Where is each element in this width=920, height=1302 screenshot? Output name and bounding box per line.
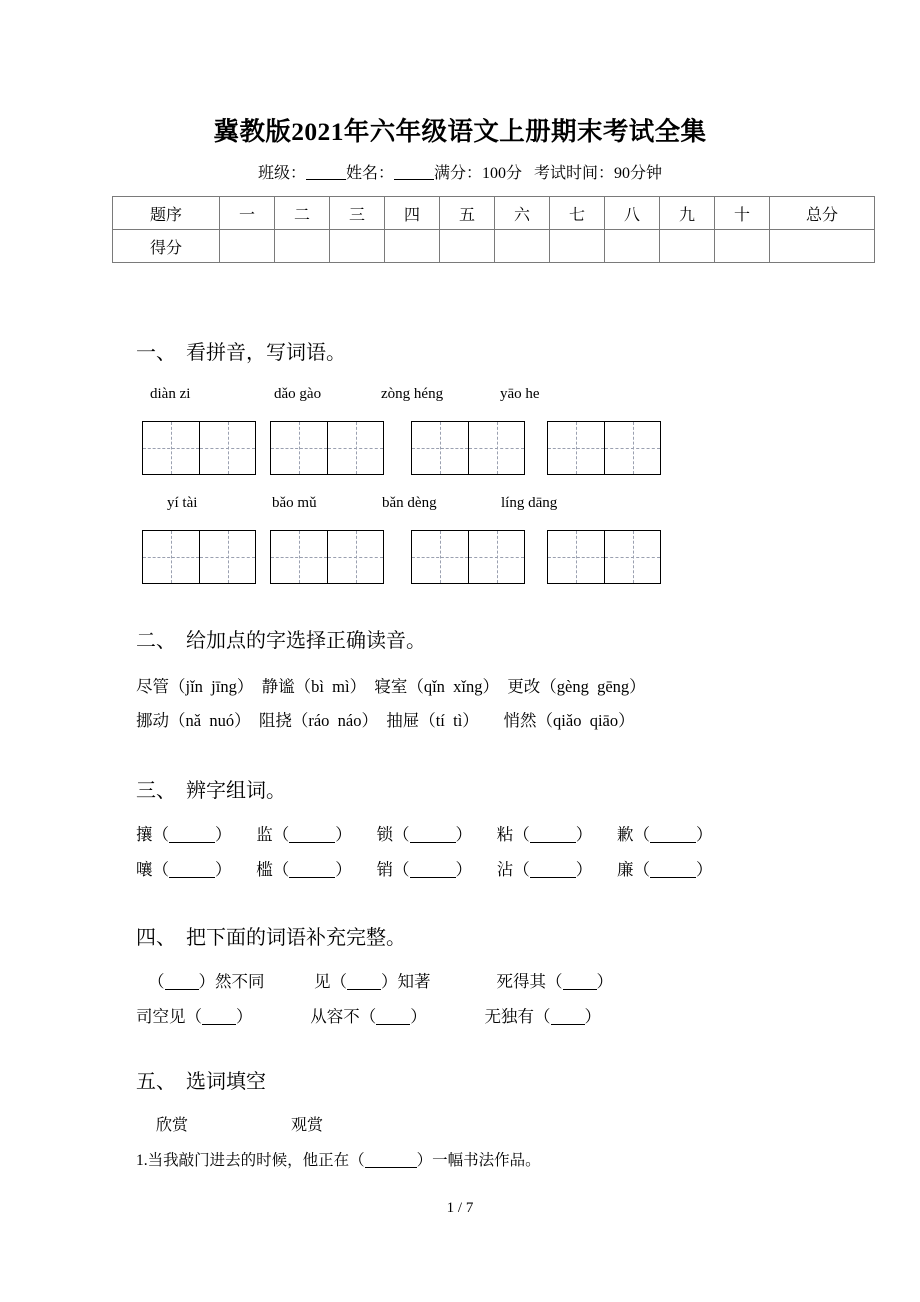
score-cell-9[interactable] <box>660 230 715 263</box>
blank-3-1-1[interactable] <box>169 829 215 843</box>
pinyin-1-4: yāo he <box>500 386 540 402</box>
score-cell-5[interactable] <box>440 230 495 263</box>
tianzige-cell[interactable] <box>271 531 327 583</box>
section2-line-1[interactable]: 尽管（jǐn jīng） 静谧（bì mì） 寝室（qǐn xǐng） 更改（gèng gēng） <box>136 677 646 696</box>
char-3-2-5: 廉 <box>617 860 634 879</box>
blank-5-1[interactable] <box>365 1154 417 1168</box>
blank-3-2-1[interactable] <box>169 864 215 878</box>
col-header-9: 九 <box>660 197 715 230</box>
section-heading-3: 三、 辨字组词。 <box>136 780 286 802</box>
blank-4-1-1[interactable] <box>165 976 199 990</box>
idiom-4-2-2-before: 从容不 <box>310 1007 360 1026</box>
blank-3-1-5[interactable] <box>650 829 696 843</box>
blank-3-1-4[interactable] <box>530 829 576 843</box>
tianzige-cell[interactable] <box>199 422 255 474</box>
char-3-2-3: 销 <box>376 860 393 879</box>
blank-4-2-2[interactable] <box>376 1011 410 1025</box>
exam-info-line <box>0 160 920 183</box>
section-heading-4: 四、 把下面的词语补充完整。 <box>136 927 406 949</box>
blank-3-1-2[interactable] <box>289 829 335 843</box>
row-header-得分: 得分 <box>113 230 220 263</box>
char-3-1-5: 歉 <box>617 825 634 844</box>
score-cell-8[interactable] <box>605 230 660 263</box>
page-title: 冀教版2021年六年级语文上册期末考试全集 <box>213 117 707 146</box>
tianzige-cell[interactable] <box>271 422 327 474</box>
tianzige-row-2 <box>0 530 920 586</box>
blank-4-2-3[interactable] <box>551 1011 585 1025</box>
col-header-10: 十 <box>715 197 770 230</box>
tianzige-cell[interactable] <box>412 531 468 583</box>
col-header-1: 一 <box>220 197 275 230</box>
section3-row-1: 攘（ ） 监（ ） 锁（ ） 粘（ ） 歉（ ） <box>136 825 713 844</box>
tianzige-group-1-4[interactable] <box>547 421 661 475</box>
col-header-3: 三 <box>330 197 385 230</box>
tianzige-group-2-3[interactable] <box>411 530 525 584</box>
word-bank-item-2[interactable]: 观赏 <box>291 1117 324 1134</box>
tianzige-group-1-1[interactable] <box>142 421 256 475</box>
blank-3-2-5[interactable] <box>650 864 696 878</box>
page-number: 1 / 7 <box>446 1200 474 1216</box>
blank-4-1-2[interactable] <box>347 976 381 990</box>
tianzige-group-1-2[interactable] <box>270 421 384 475</box>
score-cell-7[interactable] <box>550 230 605 263</box>
col-header-4: 四 <box>385 197 440 230</box>
class-blank[interactable] <box>306 164 346 180</box>
tianzige-row-1 <box>0 421 920 477</box>
pinyin-2-2: bǎo mǔ <box>272 495 317 511</box>
idiom-4-1-2-after: 知著 <box>397 972 431 991</box>
idiom-4-1-3-before: 死得其 <box>496 972 546 991</box>
tianzige-cell[interactable] <box>604 422 660 474</box>
char-3-2-4: 沾 <box>496 860 514 879</box>
tianzige-cell[interactable] <box>604 531 660 583</box>
tianzige-group-1-3[interactable] <box>411 421 525 475</box>
tianzige-cell[interactable] <box>199 531 255 583</box>
pinyin-2-1: yí tài <box>167 495 198 511</box>
idiom-4-1-1-after: 然不同 <box>215 972 265 991</box>
blank-3-2-3[interactable] <box>410 864 456 878</box>
section-heading-5: 五、 选词填空 <box>136 1071 266 1093</box>
table-row-header <box>113 197 875 230</box>
tianzige-cell[interactable] <box>327 422 383 474</box>
tianzige-cell[interactable] <box>548 422 604 474</box>
section-heading-2: 二、 给加点的字选择正确读音。 <box>136 630 426 652</box>
char-3-2-1: 嚷 <box>136 860 153 879</box>
pinyin-2-4: líng dāng <box>501 495 558 511</box>
char-3-1-4: 粘 <box>496 825 514 844</box>
section5-question-1 <box>136 1148 541 1170</box>
score-cell-10[interactable] <box>715 230 770 263</box>
tianzige-group-2-1[interactable] <box>142 530 256 584</box>
blank-4-1-3[interactable] <box>563 976 597 990</box>
tianzige-cell[interactable] <box>468 531 524 583</box>
tianzige-cell[interactable] <box>143 531 199 583</box>
score-cell-1[interactable] <box>220 230 275 263</box>
word-bank-item-1[interactable]: 欣赏 <box>156 1117 189 1134</box>
question-1-before: 1.当我敲门进去的时候，他正在（ <box>136 1152 365 1169</box>
pinyin-1-1: diàn zi <box>150 386 191 402</box>
tianzige-group-2-2[interactable] <box>270 530 384 584</box>
pinyin-1-2: dǎo gào <box>274 386 322 402</box>
score-table <box>112 196 875 263</box>
score-cell-6[interactable] <box>495 230 550 263</box>
tianzige-group-2-4[interactable] <box>547 530 661 584</box>
section4-row-2: 司空见（ ） 从容不（ ） 无独有（ ） <box>136 1007 601 1026</box>
section-heading-1: 一、 看拼音，写词语。 <box>136 342 346 364</box>
pinyin-1-3: zòng héng <box>381 386 444 402</box>
pinyin-row-2 <box>0 495 920 517</box>
score-cell-2[interactable] <box>275 230 330 263</box>
pinyin-2-3: bǎn dèng <box>382 495 437 511</box>
score-cell-total[interactable] <box>770 230 875 263</box>
blank-3-2-4[interactable] <box>530 864 576 878</box>
section2-line-2[interactable]: 挪动（nǎ nuó） 阻挠（ráo náo） 抽屉（tí tì） 悄然（qiǎo qiāo） <box>136 711 635 730</box>
col-header-8: 八 <box>605 197 660 230</box>
tianzige-cell[interactable] <box>327 531 383 583</box>
section5-word-bank <box>0 1112 920 1134</box>
section3-row-2: 嚷（ ） 槛（ ） 销（ ） 沾（ ） 廉（ ） <box>136 860 713 879</box>
name-blank[interactable] <box>394 164 434 180</box>
score-cell-4[interactable] <box>385 230 440 263</box>
exam-time-label: 考试时间：90分钟 <box>534 165 663 182</box>
char-3-1-2: 监 <box>256 825 273 844</box>
tianzige-cell[interactable] <box>548 531 604 583</box>
col-header-6: 六 <box>495 197 550 230</box>
section4-row-1: （ ）然不同 见（ ）知著 死得其（ ） <box>148 972 613 991</box>
idiom-4-2-3-before: 无独有 <box>484 1007 534 1026</box>
col-header-2: 二 <box>275 197 330 230</box>
score-cell-3[interactable] <box>330 230 385 263</box>
name-label: 姓名： <box>345 165 394 182</box>
class-label: 班级： <box>257 165 306 182</box>
tianzige-cell[interactable] <box>143 422 199 474</box>
idiom-4-1-2-before: 见 <box>314 972 331 991</box>
blank-4-2-1[interactable] <box>202 1011 236 1025</box>
row-header-题序: 题序 <box>113 197 220 230</box>
col-header-5: 五 <box>440 197 495 230</box>
pinyin-row-1 <box>0 386 920 408</box>
col-header-7: 七 <box>550 197 605 230</box>
table-row-scores <box>113 230 875 263</box>
question-1-after: ）一幅书法作品。 <box>416 1152 541 1169</box>
blank-3-2-2[interactable] <box>289 864 335 878</box>
idiom-4-2-1-before: 司空见 <box>136 1007 186 1026</box>
blank-3-1-3[interactable] <box>410 829 456 843</box>
col-header-total: 总分 <box>770 197 875 230</box>
char-3-1-3: 锁 <box>376 825 393 844</box>
char-3-1-1: 攘 <box>136 825 153 844</box>
tianzige-cell[interactable] <box>412 422 468 474</box>
tianzige-cell[interactable] <box>468 422 524 474</box>
char-3-2-2: 槛 <box>256 860 273 879</box>
full-score-label: 满分：100分 <box>434 165 523 182</box>
